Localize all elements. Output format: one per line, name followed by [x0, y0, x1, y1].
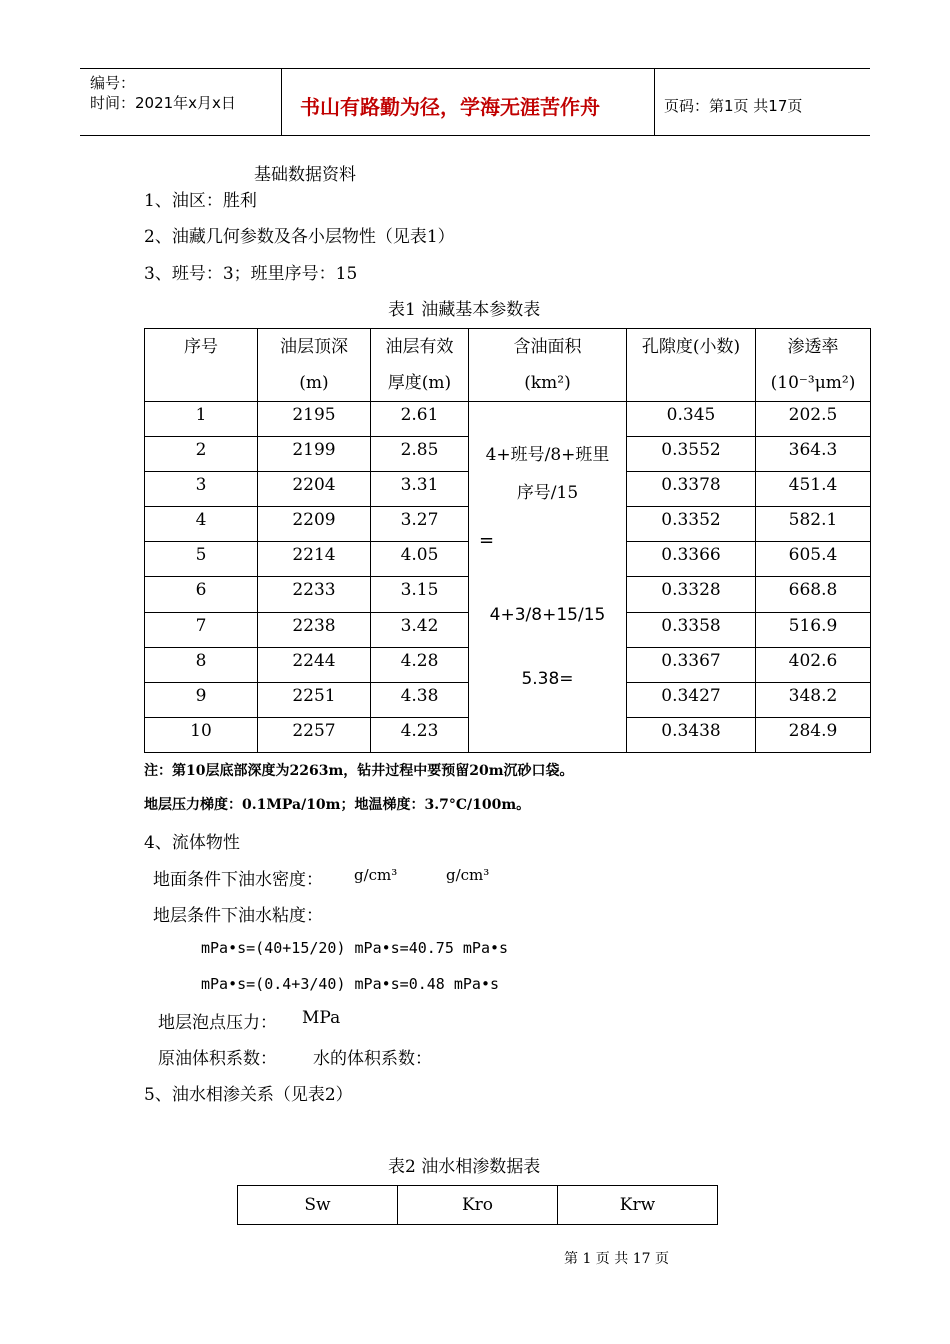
cell-thickness: 3.31 [371, 472, 469, 507]
area-formula-line1: 4+班号/8+班里 [485, 445, 610, 465]
cell-porosity: 0.3378 [627, 472, 756, 507]
note-2: 地层压力梯度：0.1MPa/10m；地温梯度：3.7°C/100m。 [144, 797, 531, 813]
header-bottom-rule [80, 135, 870, 136]
page-footer: 第 1 页 共 17 页 [564, 1251, 669, 1267]
cell-index: 10 [145, 717, 258, 752]
th-porosity: 孔隙度(小数) [627, 329, 756, 402]
reservoir-params-table [144, 328, 871, 753]
table1-header-row [145, 329, 871, 402]
cell-porosity: 0.3328 [627, 577, 756, 612]
cell-index: 2 [145, 437, 258, 472]
bubble-point-label: 地层泡点压力： [158, 1013, 277, 1033]
water-volume-factor-label: 水的体积系数： [313, 1049, 432, 1069]
cell-permeability: 402.6 [756, 647, 871, 682]
cell-thickness: 4.38 [371, 682, 469, 717]
cell-index: 4 [145, 507, 258, 542]
cell-porosity: 0.345 [627, 402, 756, 437]
cell-thickness: 4.05 [371, 542, 469, 577]
cell-top-depth: 2204 [258, 472, 371, 507]
oil-volume-factor-label: 原油体积系数： [158, 1049, 277, 1069]
th-index: 序号 [145, 329, 258, 402]
cell-index: 9 [145, 682, 258, 717]
section-4-title: 4、流体物性 [144, 833, 240, 853]
cell-index: 1 [145, 402, 258, 437]
header-motto: 书山有路勤为径，学海无涯苦作舟 [300, 95, 600, 119]
cell-permeability: 668.8 [756, 577, 871, 612]
cell-porosity: 0.3552 [627, 437, 756, 472]
table1-caption: 表1 油藏基本参数表 [388, 300, 541, 320]
section-1: 1、油区：胜利 [144, 191, 257, 211]
cell-permeability: 202.5 [756, 402, 871, 437]
cell-top-depth: 2257 [258, 717, 371, 752]
viscosity-water: mPa•s=(0.4+3/40) mPa•s=0.48 mPa•s [201, 975, 500, 993]
th-krw: Krw [558, 1186, 718, 1225]
section-2: 2、油藏几何参数及各小层物性（见表1） [144, 227, 455, 247]
cell-thickness: 3.27 [371, 507, 469, 542]
doc-title: 基础数据资料 [254, 165, 356, 185]
th-top-depth: 油层顶深 (m) [258, 329, 371, 402]
th-permeability: 渗透率 (10⁻³μm²) [756, 329, 871, 402]
header-top-rule [80, 68, 870, 69]
header-time-label: 时间：2021年x月x日 [90, 94, 236, 112]
header-page-info: 页码：第1页 共17页 [664, 97, 803, 115]
cell-top-depth: 2233 [258, 577, 371, 612]
cell-top-depth: 2251 [258, 682, 371, 717]
cell-permeability: 582.1 [756, 507, 871, 542]
cell-porosity: 0.3352 [627, 507, 756, 542]
cell-porosity: 0.3366 [627, 542, 756, 577]
cell-top-depth: 2199 [258, 437, 371, 472]
header-divider-1 [281, 68, 282, 136]
area-eq-sign: = [479, 530, 495, 551]
th-oil-area: 含油面积 (km²) [469, 329, 627, 402]
cell-top-depth: 2214 [258, 542, 371, 577]
cell-index: 3 [145, 472, 258, 507]
viscosity-label: 地层条件下油水粘度： [153, 906, 323, 926]
relperm-table [237, 1185, 718, 1225]
section-3: 3、班号：3；班里序号：15 [144, 264, 358, 284]
table2-header-row [238, 1186, 718, 1225]
header-code-label: 编号： [90, 74, 136, 92]
cell-thickness: 3.15 [371, 577, 469, 612]
cell-top-depth: 2209 [258, 507, 371, 542]
cell-top-depth: 2195 [258, 402, 371, 437]
cell-thickness: 2.85 [371, 437, 469, 472]
cell-oil-area [469, 402, 627, 753]
cell-index: 6 [145, 577, 258, 612]
table2-caption: 表2 油水相渗数据表 [388, 1157, 541, 1177]
cell-thickness: 2.61 [371, 402, 469, 437]
cell-porosity: 0.3427 [627, 682, 756, 717]
cell-index: 5 [145, 542, 258, 577]
area-formula-line2: 序号/15 [516, 483, 579, 503]
area-calc: 4+3/8+15/15 [489, 605, 606, 625]
section-5-title: 5、油水相渗关系（见表2） [144, 1085, 353, 1105]
density-unit-water: g/cm³ [446, 866, 490, 884]
viscosity-oil: mPa•s=(40+15/20) mPa•s=40.75 mPa•s [201, 939, 509, 957]
cell-thickness: 4.23 [371, 717, 469, 752]
cell-porosity: 0.3367 [627, 647, 756, 682]
th-sw: Sw [238, 1186, 398, 1225]
cell-permeability: 516.9 [756, 612, 871, 647]
note-1: 注：第10层底部深度为2263m，钻井过程中要预留20m沉砂口袋。 [144, 763, 574, 779]
cell-top-depth: 2244 [258, 647, 371, 682]
th-thickness: 油层有效 厚度(m) [371, 329, 469, 402]
area-result: 5.38= [521, 669, 574, 689]
cell-index: 8 [145, 647, 258, 682]
header-divider-2 [654, 68, 655, 136]
th-kro: Kro [398, 1186, 558, 1225]
cell-permeability: 451.4 [756, 472, 871, 507]
cell-porosity: 0.3358 [627, 612, 756, 647]
cell-thickness: 4.28 [371, 647, 469, 682]
cell-permeability: 348.2 [756, 682, 871, 717]
cell-index: 7 [145, 612, 258, 647]
cell-thickness: 3.42 [371, 612, 469, 647]
cell-permeability: 284.9 [756, 717, 871, 752]
cell-permeability: 605.4 [756, 542, 871, 577]
cell-top-depth: 2238 [258, 612, 371, 647]
table-row [145, 402, 871, 437]
density-unit-oil: g/cm³ [354, 866, 398, 884]
density-label: 地面条件下油水密度： [153, 870, 323, 890]
bubble-point-unit: MPa [302, 1008, 341, 1028]
cell-porosity: 0.3438 [627, 717, 756, 752]
cell-permeability: 364.3 [756, 437, 871, 472]
